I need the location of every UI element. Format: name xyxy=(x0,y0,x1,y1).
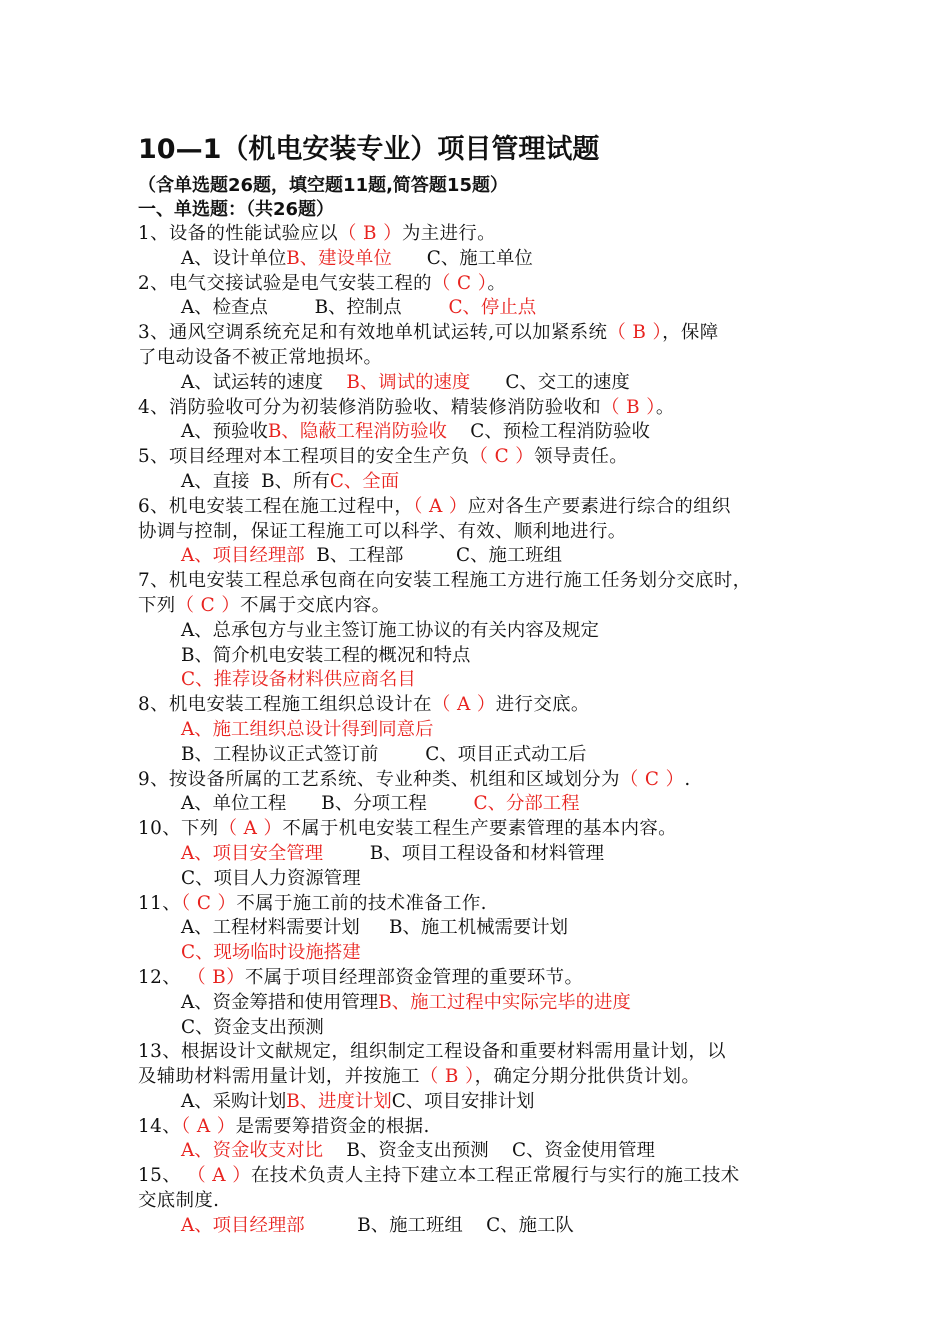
question-text: 5、项目经理对本工程项目的安全生产负 xyxy=(138,446,470,468)
answer-text: A、项目安全管理 xyxy=(181,842,324,864)
option-line xyxy=(138,668,858,693)
question-line xyxy=(138,396,858,421)
option-line xyxy=(138,371,858,396)
answer-text: B、隐蔽工程消防验收 xyxy=(267,421,447,443)
question-line xyxy=(138,222,858,247)
question-text: 13、根据设计文献规定，组织制定工程设备和重要材料需用量计划，以 xyxy=(138,1041,726,1063)
answer-text: （ C ） xyxy=(619,768,685,790)
question-text: B、项目工程设备和材料管理 xyxy=(323,842,605,864)
question-line xyxy=(138,1164,858,1189)
question-text: ，确定分期分批供货计划。 xyxy=(474,1066,701,1088)
question-text: 6、机电安装工程在施工过程中， xyxy=(138,495,414,517)
question-line xyxy=(138,495,858,520)
question-text: B、施工班组 C、施工队 xyxy=(304,1214,574,1236)
document-page xyxy=(138,128,858,1239)
answer-text: （ A ） xyxy=(218,818,283,840)
question-text: 了电动设备不被正常地损坏。 xyxy=(138,346,383,368)
answer-text: B、建设单位 xyxy=(286,247,392,269)
question-line xyxy=(138,520,858,545)
question-text: 应对各生产要素进行综合的组织 xyxy=(467,495,731,517)
question-line xyxy=(138,1065,858,1090)
question-text: 不属于交底内容。 xyxy=(240,594,391,616)
question-line xyxy=(138,768,858,793)
answer-text: （ A ） xyxy=(187,1165,252,1187)
question-text: 15、 xyxy=(138,1165,188,1187)
question-text: 8、机电安装工程施工组织总设计在 xyxy=(138,694,432,716)
question-text: 协调与控制，保证工程施工可以科学、有效、顺利地进行。 xyxy=(138,520,627,542)
question-text: B、简介机电安装工程的概况和特点 xyxy=(181,644,471,666)
answer-text: C、停止点 xyxy=(448,297,537,319)
question-text: A、总承包方与业主签订施工协议的有关内容及规定 xyxy=(181,619,599,641)
answer-text: （ A ） xyxy=(431,694,496,716)
answer-text: A、项目经理部 xyxy=(181,545,305,567)
question-text: A、资金筹措和使用管理 xyxy=(181,991,379,1013)
option-line xyxy=(138,941,858,966)
question-text: 是需要筹措资金的根据. xyxy=(235,1115,430,1137)
question-text: A、试运转的速度 xyxy=(181,371,347,393)
answer-text: A、资金收支对比 xyxy=(181,1140,324,1162)
answer-text: A、项目经理部 xyxy=(181,1214,305,1236)
question-text: B、工程部 C、施工班组 xyxy=(304,545,563,567)
question-text: 不属于施工前的技术准备工作. xyxy=(236,892,487,914)
answer-text: （ C ） xyxy=(469,446,535,468)
question-text: 为主进行。 xyxy=(402,223,496,244)
question-line xyxy=(138,817,858,842)
question-line xyxy=(138,1040,858,1065)
question-text: A、单位工程 B、分项工程 xyxy=(181,793,474,815)
question-line xyxy=(138,569,858,594)
answer-text: （ B ） xyxy=(338,223,403,244)
question-text: 。 xyxy=(487,272,507,294)
question-text: A、直接 B、所有 xyxy=(181,470,330,492)
question-text: 1、设备的性能试验应以 xyxy=(138,223,339,244)
question-text: C、施工单位 xyxy=(391,247,533,269)
option-line xyxy=(138,743,858,768)
question-line xyxy=(138,892,858,917)
question-text: A、设计单位 xyxy=(181,247,287,269)
answer-text: C、现场临时设施搭建 xyxy=(181,942,361,964)
question-text: A、采购计划 xyxy=(181,1090,287,1112)
question-text: . xyxy=(684,768,691,790)
answer-text: （ B ） xyxy=(607,322,663,344)
question-text: 在技术负责人主持下建立本工程正常履行与实行的施工技术 xyxy=(251,1165,740,1187)
answer-text: C、分部工程 xyxy=(473,793,580,815)
question-text: A、工程材料需要计划 B、施工机械需要计划 xyxy=(181,917,569,939)
option-line xyxy=(138,718,858,743)
question-line xyxy=(138,321,858,346)
question-text: 9、按设备所属的工艺系统、专业种类、机组和区域划分为 xyxy=(138,768,620,790)
question-line xyxy=(138,272,858,297)
answer-text: （ B ） xyxy=(419,1066,475,1088)
question-text: 4、消防验收可分为初装修消防验收、精装修消防验收和 xyxy=(138,396,602,418)
option-line xyxy=(138,1090,858,1115)
question-line xyxy=(138,1189,858,1214)
option-line xyxy=(138,792,858,817)
answer-text: （ C ） xyxy=(181,892,237,914)
document-title: 10—1（机电安装专业）项目管理试题 xyxy=(138,134,600,165)
question-text: A、预验收 xyxy=(181,421,268,443)
question-line xyxy=(138,445,858,470)
option-line xyxy=(138,1016,858,1041)
answer-text: C、推荐设备材料供应商名目 xyxy=(181,669,416,691)
question-text: 下列 xyxy=(138,594,176,616)
question-text: B、资金支出预测 C、资金使用管理 xyxy=(323,1140,655,1162)
question-text: C、项目人力资源管理 xyxy=(181,867,361,889)
option-line xyxy=(138,916,858,941)
question-text: 12、 xyxy=(138,966,188,988)
option-line xyxy=(138,1214,858,1239)
answer-text: （ B ） xyxy=(601,396,656,418)
answer-text: B、施工过程中实际完毕的进度 xyxy=(378,991,631,1013)
option-line xyxy=(138,470,858,495)
question-text: 领导责任。 xyxy=(534,446,629,468)
question-text: 不属于机电安装工程生产要素管理的基本内容。 xyxy=(282,818,677,840)
option-line xyxy=(138,867,858,892)
question-line xyxy=(138,346,858,371)
question-list xyxy=(138,222,858,1239)
question-text: C、预检工程消防验收 xyxy=(446,421,650,443)
answer-text: C、全面 xyxy=(329,470,400,492)
option-line xyxy=(138,619,858,644)
question-text: 及辅助材料需用量计划，并按施工 xyxy=(138,1066,420,1088)
question-text: 7、机电安装工程总承包商在向安装工程施工方进行施工任务划分交底时， xyxy=(138,570,752,592)
question-text: C、交工的速度 xyxy=(470,371,630,393)
section-heading: 一、单选题：（共26题） xyxy=(138,199,335,220)
option-line xyxy=(138,247,858,272)
question-text: 3、通风空调系统充足和有效地单机试运转,可以加紧系统 xyxy=(138,322,608,344)
option-line xyxy=(138,544,858,569)
question-line xyxy=(138,594,858,619)
answer-text: （ C ） xyxy=(175,594,241,616)
question-text: 11、 xyxy=(138,892,181,914)
option-line xyxy=(138,296,858,321)
option-line xyxy=(138,991,858,1016)
answer-text: （ C ） xyxy=(431,272,488,294)
question-text: 交底制度. xyxy=(138,1190,220,1212)
option-line xyxy=(138,842,858,867)
question-text: 2、电气交接试验是电气安装工程的 xyxy=(138,272,432,294)
question-text: 进行交底。 xyxy=(495,694,590,716)
question-text: C、资金支出预测 xyxy=(181,1016,324,1038)
question-text: 不属于项目经理部资金管理的重要环节。 xyxy=(245,966,584,988)
answer-text: B、调试的速度 xyxy=(346,371,471,393)
question-text: 14、 xyxy=(138,1115,181,1137)
answer-text: A、施工组织总设计得到同意后 xyxy=(181,718,434,740)
answer-text: （ A ） xyxy=(413,495,468,517)
answer-text: （ A ） xyxy=(181,1115,236,1137)
answer-text: （ B） xyxy=(187,966,245,988)
option-line xyxy=(138,420,858,445)
question-text: C、项目安排计划 xyxy=(391,1090,535,1112)
question-line xyxy=(138,693,858,718)
question-text: 10、下列 xyxy=(138,818,219,840)
option-line xyxy=(138,1139,858,1164)
document-subtitle: （含单选题26题，填空题11题,简答题15题） xyxy=(138,175,508,196)
option-line xyxy=(138,644,858,669)
question-text: B、工程协议正式签订前 C、项目正式动工后 xyxy=(181,743,587,765)
question-line xyxy=(138,1115,858,1140)
answer-text: B、进度计划 xyxy=(286,1090,392,1112)
question-line xyxy=(138,966,858,991)
question-text: 。 xyxy=(655,396,675,418)
question-text: ，保障 xyxy=(662,322,719,344)
question-text: A、检查点 B、控制点 xyxy=(181,297,449,319)
